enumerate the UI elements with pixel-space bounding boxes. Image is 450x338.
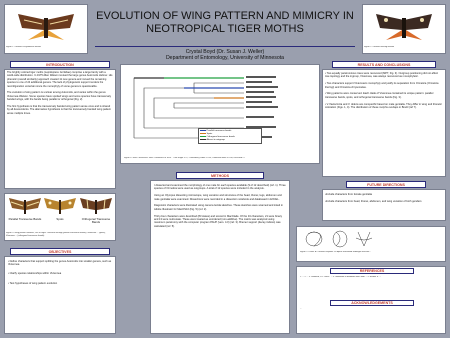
moth-image-top-right (372, 10, 436, 44)
references-text: 1. ... 2. ... 3. Swofford, D.L. PAUP* ... 4. Maddison & Maddison MacClade ... 5. Bremer K. ... (300, 276, 381, 278)
future-item-1: •Include characters from female genitalia (325, 193, 372, 196)
legend-swatch-parallel (200, 130, 206, 131)
legend-item-absent (200, 139, 260, 142)
objectives-heading: OBJECTIVES (10, 248, 110, 255)
fig2-caption: Figure 2. Ormetica iheringi female (364, 46, 395, 48)
intro-heading: INTRODUCTION (10, 61, 110, 68)
methods-heading: METHODS (176, 172, 264, 179)
objective-3: • Test hypotheses of wing pattern evolution (8, 282, 58, 285)
intro-text: The brightly colored tiger moths (Lepidoptera: Arctiidae) comprise a large family with a world-wide distribution. In 1975 Allen Watson revised the large genus Automolis Hubner. His phenetic (overall similarity) approach created 11 new genera and moved the remaining species to one of 24 additional genera. The lack of phylogenetic support renders his reconfiguration uncertain since the monophyly of some genera is questionable. The evolution of wing pattern is unclear among Automolis, and varies within the genus Viviennea Watson. Some species have spotted wings and some species have transversely banded wings, with the bands being parallel or orthogonal (Fig. 2). The first hypothesis is that the transversely banded wing pattern arose once and is shared by all descendents. The alternative hypothesis is that the transversely banded wing pattern arose multiple times. (7, 71, 113, 115)
moth-spots (43, 196, 77, 218)
results-heading: RESULTS AND CONCLUSIONS (332, 61, 436, 68)
objectives-box (4, 256, 116, 334)
fig1-caption: Figure 1. Ormetica chrysomelas female (6, 46, 41, 48)
tree-legend (198, 128, 262, 144)
references-heading: REFERENCES (330, 268, 414, 274)
future-item-2: •Include characters from head, thorax, abdomen, and wing venation of both genders (325, 200, 422, 203)
fig3-caption: Figure 3. Wing pattern variation, Left to Right: Ormetica iheringi (parallel transverse bands), Viviennea ... (spots), Viviennea ... (orthogonal transverse bands). (6, 232, 106, 237)
poster-title: EVOLUTION OF WING PATTERN AND MIMICRY IN NEOTROPICAL TIGER MOTHS (96, 10, 354, 35)
legend-swatch-spots (200, 133, 206, 134)
title-divider (95, 46, 355, 47)
moth-parallel-bands (8, 196, 42, 218)
legend-label-absent: Absent in outgroup (206, 139, 225, 142)
acknowledgements-heading: ACKNOWLEDGEMENTS (330, 300, 414, 306)
acknowledgements-text: ... (300, 308, 302, 310)
genitalia-plates (300, 228, 442, 250)
legend-swatch-absent (200, 139, 206, 140)
affiliation: Department of Entomology, University of Minnesota (165, 55, 285, 61)
legend-swatch-orthogonal (200, 136, 206, 137)
methods-text: I dissected and examined the morphology of one male for each species available (9 of 12 described) (ref. 1). Three species of Ormetica were used as outgroups. A total of 12 species were included in the analysis. Using an Olympus dissecting microscope, wing venation and structures of the head, thorax, legs, abdomen and male genitalia were examined. Dissections were recorded in a dissection notebook and databased in EXCEL. Diagnostic characters were illustrated using camera lucida sketches. These sketches were scanned and inked in Adobe Illustrator for MacOS10 (Fig. 5) (ref. 2). Thirty-four characters were described (83 states) and scored in MacClade. Of the 34 characters, 21 were binary and 13 were multi-state. These were treated as unordered (non-additive). The matrix was analyzed using maximum parsimony with the computer program PAUP (vers. 4.0) (ref. 3). Bremer support (decay indices) was calculated (ref. 5). (154, 184, 286, 228)
moth-orthogonal-bands (79, 196, 113, 218)
fig4-caption: Figure 4. Strict Consensus. Strict Consensus of 1000** Tree length = 97, Consistency Index = 0.54, Retention Index = 0.80, Rescaled CI (124, 157, 245, 159)
results-text: • Two equally parsimonious trees were recovered (MPT, Fig. 3). Outgroup positioning did not affect tree topology and the ingroup, Viviennea, was always recovered as monophyletic. • Two characters support Viviennea's monophyly and justify its separation from Ormetica (Ormetica iheringi) and Ormetica chrysomelas. • Wing patterns were conserved. Each clade of Viviennea contained its unique pattern: parallel transverse bands, spots, and orthogonal transverse bands (Fig. 3). • V. flaviscincta and V. dolens are conspecific based on male genitalia. They differ in wing and thoracic coloration (Figs. 1, 4). The distribution of these morphs overlaps in Brazil (ref 7). (325, 72, 442, 110)
objective-1: • Define characters that support splitting the genus Automolis into smaller genera, such as Viviennea (8, 260, 112, 267)
fig3-label-parallel: Parallel Transverse Bands (8, 217, 42, 221)
legend-label-parallel: Parallel transverse bands (206, 130, 232, 133)
fig3-label-spots: Spots (56, 217, 64, 221)
legend-label-orthogonal: Orthogonal transverse bands (206, 136, 235, 139)
author-name: Crystal Boyd (Dr. Susan J. Weller) (185, 49, 265, 55)
fig3-label-orthogonal: Orthogonal Transverse Bands (81, 217, 111, 225)
moth-image-top-left (14, 10, 78, 44)
objective-2: • Clarify species relationships within Viviennea (8, 272, 62, 275)
future-heading: FUTURE DIRECTIONS (346, 181, 426, 188)
author-line (95, 49, 355, 61)
legend-label-spots: Spots (206, 133, 213, 136)
fig5-caption: Figure 5. Plates. A. Ormetica sapatrix. B. Apical sclerotized aedeagal structure... (300, 251, 371, 253)
